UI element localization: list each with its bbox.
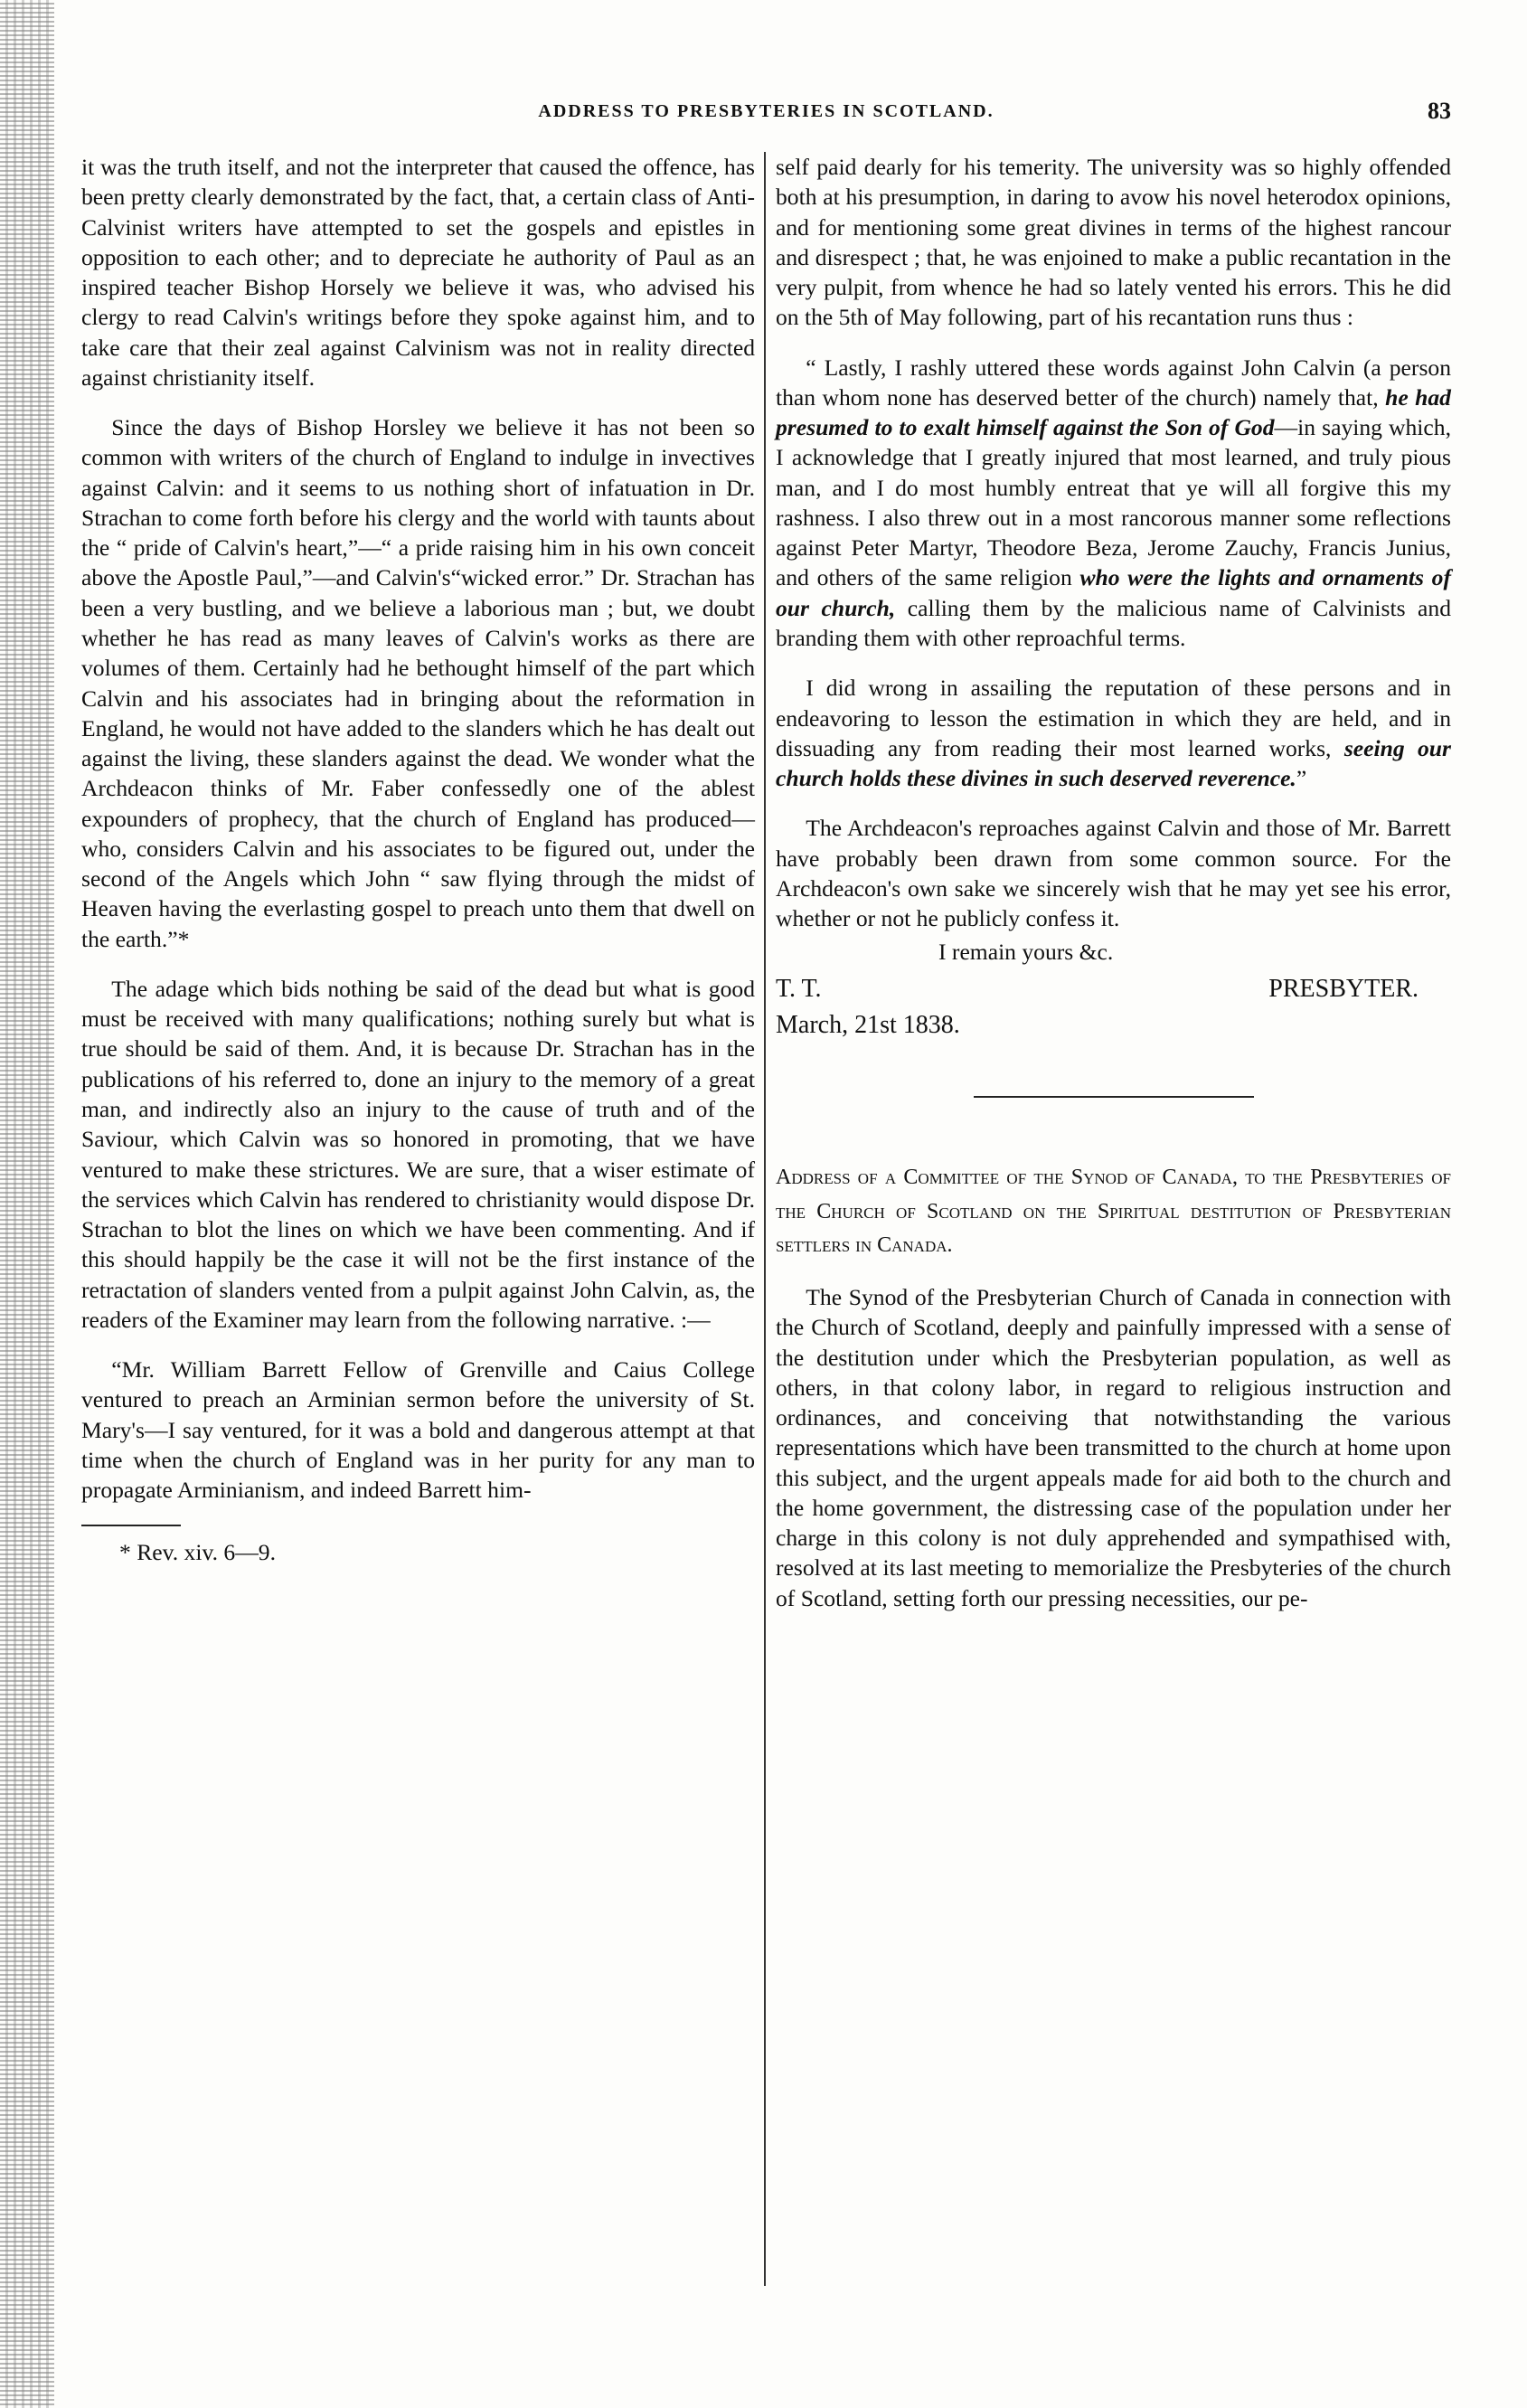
quote-emphasis: he had presumed to to exalt himself against the Son of God <box>776 383 1451 441</box>
paragraph: it was the truth itself, and not the interpreter that caused the offence, has been pretty clearly demonstrated by the fact, that, a certain class of Anti-Calvinist writers have attempted to set the gospels and epistles in opposition to each other; and to depreciate he authority of Paul as an inspired teacher Bishop Horsely we believe it was, who advised his clergy to read Calvin's writings before they spoke against him, and to take care that their zeal against Calvinism was not in reality directed against christianity itself. <box>81 154 755 391</box>
signature-name: PRESBYTER. <box>1268 974 1419 1003</box>
paragraph: Since the days of Bishop Horsley we believe it has not been so common with writers of the church of England to indulge in invectives against Calvin: and it seems to us nothing short of infatuation in Dr. Strachan to come forth before his clergy and the world with taunts about the “ pride of Calvin's heart,”—“ a pride raising him in his own conceit above the Apostle Paul,”—and Calvin's“wicked error.” Dr. Strachan has been a very bustling, and we believe a laborious man ; but, we doubt whether he has read as many leaves of Calvin's works as there are volumes of them. Certainly had he bethought himself of the part which Calvin and his associates had in bringing about the reformation in England, he would not have added to the slanders which he has dealt out against the living, these slanders against the dead. We wonder what the Archdeacon thinks of Mr. Faber confessedly one of the ablest expounders of prophecy, that the church of England has produced—who, considers Calvin and his associates to be figured out, under the second of the Angels which John “ saw flying through the midst of Heaven having the everlasting gospel to preach unto them that dwell on the earth.”* <box>81 414 755 952</box>
quote-text: calling them by the malicious name of Calvinists and branding them with other reproachful terms. <box>776 594 1451 651</box>
page-number: 83 <box>1428 98 1451 124</box>
page-header <box>81 98 1451 134</box>
section-rule <box>974 1096 1254 1098</box>
paragraph: The adage which bids nothing be said of the dead but what is good must be received with many qualifications; nothing surely but what is true should be said of them. And, it is because Dr. Strachan has in the publications of his referred to, done an injury to the memory of a great man, and indirectly also an injury to the cause of truth and of the Saviour, which Calvin was so honored in promoting, that we have ventured to make these strictures. We are sure, that a wiser estimate of the services which Calvin has rendered to christianity would dispose Dr. Strachan to blot the lines on which we have been commenting. And if this should happily be the case it will not be the first instance of the retractation of slanders vented from a pulpit against John Calvin, as, the readers of the Examiner may learn from the following narrative. :— <box>81 975 755 1333</box>
footnote: * Rev. xiv. 6—9. <box>119 1539 276 1566</box>
column-divider <box>764 152 766 2286</box>
paragraph: The Archdeacon's reproaches against Calvin and those of Mr. Barrett have probably been drawn from some common source. For the Archdeacon's own sake we sincerely wish that he may yet see his error, whether or not he publicly confess it. <box>776 815 1451 932</box>
quote-text: ” <box>1296 765 1307 792</box>
quote-emphasis: seeing our church holds these divines in such deserved reverence. <box>776 734 1451 792</box>
recantation-quote <box>776 353 1451 654</box>
right-column <box>776 152 1451 1633</box>
paragraph: self paid dearly for his temerity. The university was so highly offended both at his presumption, in daring to avow his novel heterodox opinions, and for mentioning some great divines in terms of the highest rancour and disrespect ; that, he was enjoined to make a public recantation in the very pulpit, from whence he had so lately vented his errors. This he did on the 5th of May following, part of his recantation runs thus : <box>776 154 1451 331</box>
quote-text: “ Lastly, I rashly uttered these words against John Calvin (a person than whom none has deserved better of the church) namely that, <box>776 354 1451 411</box>
left-column <box>81 152 755 1568</box>
running-head: ADDRESS TO PRESBYTERIES IN SCOTLAND. <box>538 101 994 121</box>
section-heading: Address of a Committee of the Synod of Canada, to the Presbyteries of the Church of Scotland on the Spiritual destitution of Presbyterian settlers in Canada. <box>776 1166 1451 1257</box>
paragraph: The Synod of the Presbyterian Church of Canada in connection with the Church of Scotland, deeply and painfully impressed with a sense of the destitution under which the Presbyterian population, as well as others, in that colony labor, in regard to religious instruction and ordinances, and conceiving that notwithstanding the various representations which have been transmitted to the church at home upon this subject, and the urgent appeals made for aid both to the church and the home government, the distressing case of the population under her charge in this colony is not duly apprehended and sympathised with, resolved at its last meeting to memorialize the Presbyteries of the church of Scotland, setting forth our pressing necessities, our pe- <box>776 1283 1451 1611</box>
letter-date: March, 21st 1838. <box>776 1011 960 1040</box>
quote-text: —in saying which, I acknowledge that I greatly injured that most learned, and truly pious man, and I do most humbly entreat that ye will all forgive this my rashness. I also threw out in a most rancorous manner some reflections against Peter Martyr, Theodore Beza, Jerome Zauchy, Francis Junius, and others of the same religion <box>776 414 1451 591</box>
closing-line: I remain yours &c. <box>938 939 1114 966</box>
quote-text: I did wrong in assailing the reputation of these persons and in endeavoring to lesson the estimation in which they are held, and in dissuading any from reading their most learned works, <box>776 675 1451 761</box>
paragraph: “Mr. William Barrett Fellow of Grenville and Caius College ventured to preach an Arminian sermon before the university of St. Mary's—I say ventured, for it was a bold and dangerous attempt at that time when the church of England was in her purity for any man to propagate Arminianism, and indeed Barrett him- <box>81 1356 755 1504</box>
signature <box>776 973 1451 1006</box>
page-binding-edge <box>0 0 54 2408</box>
footnote-rule <box>81 1525 181 1526</box>
signature-initials: T. T. <box>776 974 822 1003</box>
quote-emphasis: who were the lights and ornaments of our church, <box>776 564 1452 621</box>
recantation-quote <box>776 673 1451 793</box>
